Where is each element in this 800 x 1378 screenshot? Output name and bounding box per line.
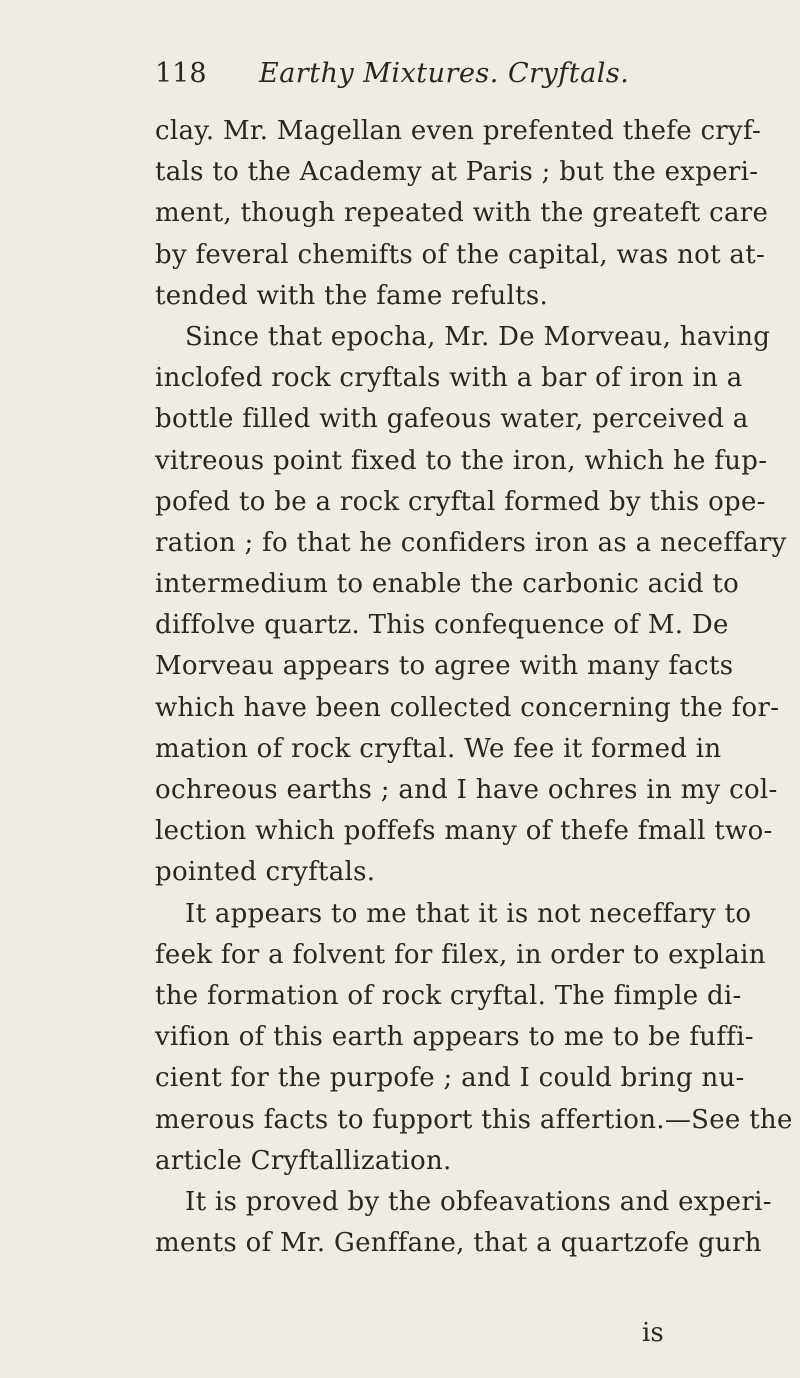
text-line: intermedium to enable the carbonic acid to (155, 569, 740, 600)
text-line: cient for the purpofe ; and I could bring nu- (155, 1063, 745, 1094)
text-line: lection which poffefs many of thefe fmall two- (155, 816, 773, 847)
text-line: pointed cryftals. (155, 857, 376, 888)
text-line: mation of rock cryftal. We fee it formed in (155, 733, 722, 764)
text-line: Since that epocha, Mr. De Morveau, having (185, 321, 771, 352)
page-header (155, 58, 715, 98)
catchword: is (642, 1318, 664, 1348)
text-line: clay. Mr. Magellan even prefented thefe cryf- (155, 116, 762, 146)
text-line: Morveau appears to agree with many facts (155, 651, 734, 682)
text-line: pofed to be a rock cryftal formed by this ope- (155, 486, 766, 517)
running-title: Earthy Mixtures. Cryftals. (259, 58, 630, 89)
text-line: vifion of this earth appears to me to be fuffi- (155, 1022, 754, 1053)
text-line: tended with the fame refults. (155, 280, 549, 311)
text-line: ments of Mr. Genffane, that a quartzofe gurh (155, 1228, 762, 1259)
text-line: merous facts to fupport this affertion.—See the (155, 1104, 793, 1135)
text-line: It is proved by the obfeavations and experi- (185, 1186, 772, 1217)
text-line: feek for a folvent for filex, in order to explain (155, 939, 766, 970)
text-line: ochreous earths ; and I have ochres in my col- (155, 775, 778, 805)
text-line: tals to the Academy at Paris ; but the experi- (155, 157, 759, 188)
body-text (155, 111, 793, 1264)
text-line: It appears to me that it is not neceffary to (185, 898, 752, 929)
text-line: vitreous point fixed to the iron, which he fup- (155, 445, 768, 476)
text-line: diffolve quartz. This confequence of M. De (155, 610, 729, 641)
text-line: article Cryftallization. (155, 1145, 452, 1176)
page-number: 118 (155, 58, 207, 89)
text-line: ment, though repeated with the greateft care (155, 198, 769, 229)
text-line: ration ; fo that he confiders iron as a neceffary (155, 527, 787, 558)
text-line: by feveral chemifts of the capital, was not at- (155, 239, 766, 270)
text-line: the formation of rock cryftal. The fimple di- (155, 980, 742, 1011)
text-line: bottle filled with gafeous water, perceived a (155, 404, 749, 435)
text-line: which have been collected concerning the for- (155, 692, 780, 723)
text-line: inclofed rock cryftals with a bar of iron in a (155, 363, 743, 394)
